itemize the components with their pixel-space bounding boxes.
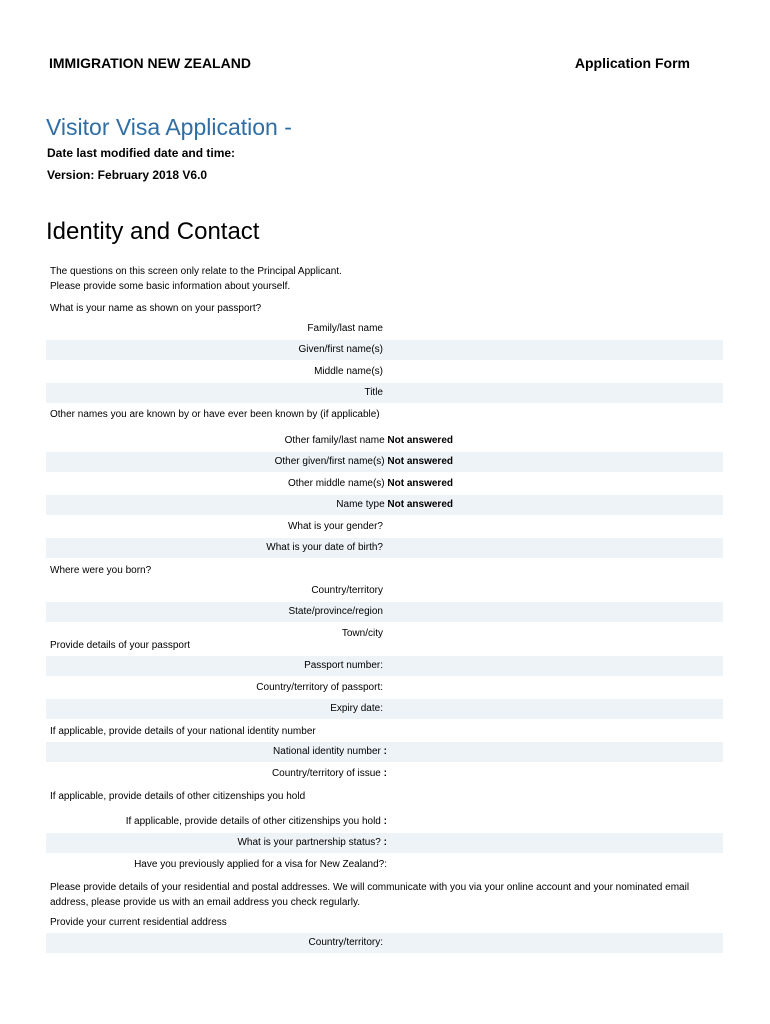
field-label: Passport number: [304,660,383,671]
field-row-country-issue [46,764,723,784]
question-passport-name: What is your name as shown on your passport? [50,303,262,314]
field-label: Other middle name(s) Not answered [287,478,453,489]
last-modified: Date last modified date and time: [47,146,236,160]
field-label: Country/territory of passport: [256,682,383,693]
field-value: Not answered [387,435,453,446]
field-label: Country/territory: [308,937,383,948]
field-label: Middle name(s) [314,366,383,377]
field-row-dob [46,538,723,558]
question-current-address: Provide your current residential address [50,917,227,928]
field-row-other-family [46,431,723,451]
field-row-birth-country [46,581,723,601]
organization-name: IMMIGRATION NEW ZEALAND [49,55,251,71]
document-title: Visitor Visa Application - [46,114,292,140]
field-label: If applicable, provide details of other citizenships you hold : [125,816,387,827]
field-label: Other given/first name(s) Not answered [274,456,453,467]
intro-line-1: The questions on this screen only relate to the Principal Applicant. [50,266,342,277]
field-row-other-middle [46,474,723,494]
question-citizenships: If applicable, provide details of other citizenships you hold [50,791,306,802]
field-row-title [46,383,723,403]
field-label: Town/city [341,628,383,639]
field-label: Given/first name(s) [298,344,383,355]
field-row-national-id [46,742,723,762]
field-colon: : [383,768,387,779]
field-row-expiry [46,699,723,719]
field-label: What is your partnership status? : [237,837,387,848]
field-label: State/province/region [288,606,383,617]
question-passport: Provide details of your passport [50,640,191,651]
field-label: Country/territory [311,585,383,596]
field-label: Family/last name [307,323,383,334]
field-row-gender [46,517,723,537]
field-colon: : [383,816,387,827]
intro-line-2: Please provide some basic information about yourself. [50,281,291,292]
field-row-middle-name [46,362,723,382]
question-other-names: Other names you are known by or have ever been known by (if applicable) [50,409,380,420]
field-label: Title [364,387,383,398]
field-row-birth-state [46,602,723,622]
field-label: Other family/last name Not answered [284,435,453,446]
field-label: Name type Not answered [336,499,453,510]
field-row-family-name [46,319,723,339]
field-row-given-name [46,340,723,360]
question-birthplace: Where were you born? [50,565,152,576]
field-row-name-type [46,495,723,515]
field-value: Not answered [387,499,453,510]
form-type: Application Form [574,55,690,71]
field-row-citizenships [46,812,723,832]
field-row-passport-country [46,678,723,698]
field-label: Have you previously applied for a visa for New Zealand?: [134,859,387,870]
question-national-id: If applicable, provide details of your national identity number [50,726,316,737]
field-row-other-given [46,452,723,472]
address-instructions: Please provide details of your residential and postal addresses. We will communicate with you via your online account and your nominated email address, please provide us with an email address you check regularly. [50,882,690,908]
section-title: Identity and Contact [46,218,260,245]
version: Version: February 2018 V6.0 [47,168,208,182]
field-value: Not answered [387,478,453,489]
field-label: What is your gender? [287,521,383,532]
field-colon: : [383,746,387,757]
field-label: Country/territory of issue : [271,768,387,779]
field-label: Expiry date: [330,703,383,714]
field-row-address-country [46,933,723,953]
field-row-partnership [46,833,723,853]
field-colon: : [383,837,387,848]
field-label: What is your date of birth? [266,542,383,553]
field-label: National identity number : [273,746,387,757]
field-row-previous-application [46,855,723,875]
field-value: Not answered [387,456,453,467]
field-row-passport-number [46,656,723,676]
